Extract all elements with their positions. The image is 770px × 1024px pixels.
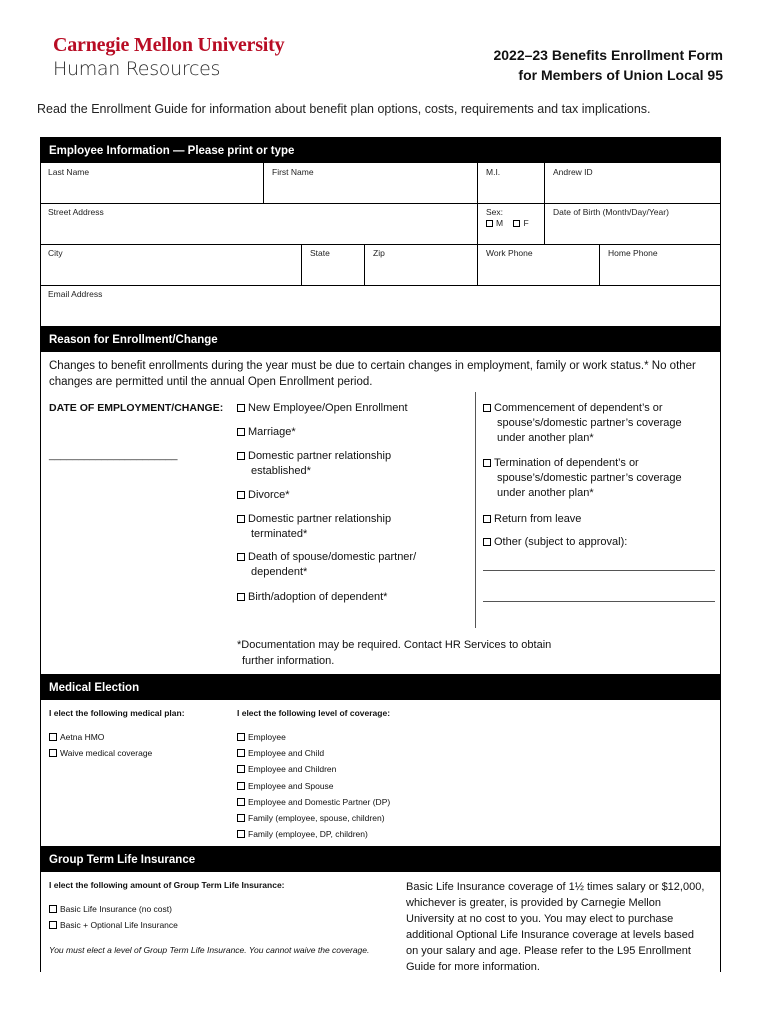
medical-section (40, 700, 721, 846)
checkbox-icon (49, 905, 57, 913)
reason-option[interactable] (483, 512, 581, 527)
medical-plan-option[interactable] (49, 732, 104, 742)
city-label: City (48, 248, 63, 258)
coverage-level-option[interactable] (237, 797, 390, 807)
cmu-logo: Carnegie Mellon University (53, 34, 285, 56)
option-label: Death of spouse/domestic partner/ (248, 551, 417, 563)
option-label: Commencement of dependent’s or (494, 402, 663, 414)
checkbox-icon (237, 782, 245, 790)
checkbox-icon (237, 515, 245, 523)
work-phone-label: Work Phone (486, 248, 533, 258)
dob-label: Date of Birth (Month/Day/Year) (553, 207, 669, 217)
form-title-line1: 2022–23 Benefits Enrollment Form (493, 47, 723, 63)
state-field[interactable] (302, 244, 365, 285)
life-amount-label: I elect the following amount of Group Term Life Insurance: (49, 880, 285, 890)
dob-field[interactable] (545, 203, 721, 244)
first-name-label: First Name (272, 167, 314, 177)
option-label: Domestic partner relationship (248, 513, 392, 525)
sex-label: Sex: (486, 207, 504, 217)
reason-option[interactable] (483, 401, 682, 446)
life-desc-line: Basic Life Insurance coverage of 1½ times salary or $12,000, (406, 881, 705, 893)
coverage-level-option[interactable] (237, 764, 336, 774)
checkbox-icon (237, 404, 245, 412)
life-desc-line: Guide for more information. (406, 961, 540, 973)
checkbox-icon (237, 814, 245, 822)
reason-paragraph (49, 358, 719, 390)
sex-m-checkbox[interactable] (486, 218, 503, 228)
checkbox-icon (49, 749, 57, 757)
checkbox-icon (486, 220, 493, 227)
andrew-id-field[interactable] (545, 163, 721, 203)
medical-plan-label: I elect the following medical plan: (49, 708, 185, 718)
home-phone-label: Home Phone (608, 248, 658, 258)
life-desc-line: University at no cost to you. You may elect to purchase (406, 913, 674, 925)
city-field[interactable] (40, 244, 302, 285)
option-label: Employee and Spouse (248, 780, 334, 791)
option-label: Basic + Optional Life Insurance (60, 920, 178, 930)
form-title (493, 45, 723, 85)
andrew-id-label: Andrew ID (553, 167, 593, 177)
option-label: dependent* (251, 566, 308, 578)
reason-para-line1: Changes to benefit enrollments during the year must be due to certain changes in employment, family or work status.* No other (49, 360, 696, 372)
reason-option[interactable] (237, 401, 408, 416)
checkbox-icon (237, 593, 245, 601)
option-label: Employee and Child (248, 748, 325, 759)
employee-info-heading: Employee Information — Please print or type (40, 137, 721, 163)
reason-option[interactable] (483, 456, 682, 501)
reason-option[interactable] (483, 535, 627, 550)
checkbox-icon (237, 798, 245, 806)
checkbox-icon (237, 830, 245, 838)
work-phone-field[interactable] (478, 244, 600, 285)
coverage-level-label: I elect the following level of coverage: (237, 708, 391, 718)
life-desc-line: whichever is greater, is provided by Carnegie Mellon (406, 897, 661, 909)
option-label: Termination of dependent’s or (494, 457, 639, 469)
checkbox-icon (483, 515, 491, 523)
last-name-label: Last Name (48, 167, 90, 177)
option-label: Aetna HMO (60, 732, 105, 742)
home-phone-field[interactable] (600, 244, 721, 285)
option-label: spouse’s/domestic partner’s coverage (497, 417, 682, 429)
checkbox-icon (49, 921, 57, 929)
checkbox-icon (49, 733, 57, 741)
life-desc-line: additional Optional Life Insurance coverage at levels based (406, 929, 695, 941)
life-insurance-option[interactable] (49, 920, 178, 930)
option-label: under another plan* (497, 487, 594, 499)
other-reason-line-1[interactable] (483, 570, 715, 571)
coverage-level-option[interactable] (237, 748, 324, 758)
life-description (406, 879, 704, 975)
coverage-level-option[interactable] (237, 813, 385, 823)
option-label: under another plan* (497, 432, 594, 444)
option-label: Basic Life Insurance (no cost) (60, 904, 172, 914)
reason-option[interactable] (237, 488, 290, 503)
option-label: spouse’s/domestic partner’s coverage (497, 472, 682, 484)
checkbox-icon (237, 749, 245, 757)
option-label: Employee (248, 732, 286, 742)
reason-para-line2: changes are permitted until the annual Open Enrollment period. (49, 376, 373, 388)
email-label: Email Address (48, 289, 103, 299)
checkbox-icon (237, 452, 245, 460)
checkbox-icon (237, 491, 245, 499)
checkbox-icon (513, 220, 520, 227)
option-label: Divorce* (248, 489, 290, 501)
coverage-level-option[interactable] (237, 781, 334, 791)
option-label: Employee and Domestic Partner (DP) (248, 796, 391, 807)
checkbox-icon (237, 765, 245, 773)
state-label: State (310, 248, 330, 258)
form-title-line2: for Members of Union Local 95 (518, 67, 723, 83)
life-desc-line: on your salary and age. Please refer to the L95 Enrollment (406, 945, 691, 957)
mi-field[interactable] (478, 163, 545, 203)
option-label: Domestic partner relationship (248, 450, 392, 462)
checkbox-icon (483, 538, 491, 546)
zip-label: Zip (373, 248, 385, 258)
option-label: Return from leave (494, 513, 582, 525)
reason-option[interactable] (237, 590, 387, 605)
street-label: Street Address (48, 207, 104, 217)
reason-option[interactable] (237, 449, 391, 479)
option-label: Other (subject to approval): (494, 536, 628, 548)
option-label: Family (employee, spouse, children) (248, 813, 385, 823)
option-label: New Employee/Open Enrollment (248, 402, 408, 414)
doc-note-line2: further information. (242, 655, 335, 667)
mi-label: M.I. (486, 167, 501, 177)
date-of-change-label: DATE OF EMPLOYMENT/CHANGE: (49, 402, 224, 414)
option-label: Employee and Children (248, 764, 337, 775)
reason-heading: Reason for Enrollment/Change (40, 326, 721, 352)
option-label: Waive medical coverage (60, 748, 153, 758)
sex-f-checkbox[interactable] (513, 218, 528, 228)
other-reason-line-2[interactable] (483, 601, 715, 602)
reason-option[interactable] (237, 512, 391, 542)
sex-f-label: F (523, 218, 529, 228)
medical-plan-option[interactable] (49, 748, 152, 758)
option-label: terminated* (251, 528, 308, 540)
options-divider (475, 392, 476, 628)
last-name-field[interactable] (40, 163, 264, 203)
checkbox-icon (483, 459, 491, 467)
option-label: Family (employee, DP, children) (248, 829, 368, 840)
date-of-change-input[interactable]: ______________________ (49, 449, 178, 461)
option-label: Birth/adoption of dependent* (248, 591, 388, 603)
street-address-field[interactable] (40, 203, 478, 244)
life-insurance-option[interactable] (49, 904, 172, 914)
intro-text: Read the Enrollment Guide for information about benefit plan options, costs, requirements and tax implications. (37, 102, 651, 116)
checkbox-icon (483, 404, 491, 412)
checkbox-icon (237, 733, 245, 741)
sex-m-label: M (496, 218, 504, 228)
documentation-note (237, 637, 551, 669)
sex-field (478, 203, 545, 244)
life-heading: Group Term Life Insurance (40, 846, 721, 872)
life-note: You must elect a level of Group Term Life Insurance. You cannot waive the coverage. (49, 945, 370, 955)
doc-note-line1: *Documentation may be required. Contact HR Services to obtain (237, 639, 552, 651)
reason-option[interactable] (237, 550, 416, 580)
checkbox-icon (237, 553, 245, 561)
hr-logo-text: Human Resources (53, 58, 221, 80)
checkbox-icon (237, 428, 245, 436)
zip-field[interactable] (365, 244, 478, 285)
option-label: established* (251, 465, 311, 477)
option-label: Marriage* (248, 426, 296, 438)
email-field[interactable] (40, 285, 721, 326)
coverage-level-option[interactable] (237, 829, 368, 839)
coverage-level-option[interactable] (237, 732, 286, 742)
medical-heading: Medical Election (40, 674, 721, 700)
first-name-field[interactable] (264, 163, 478, 203)
reason-option[interactable] (237, 425, 296, 440)
